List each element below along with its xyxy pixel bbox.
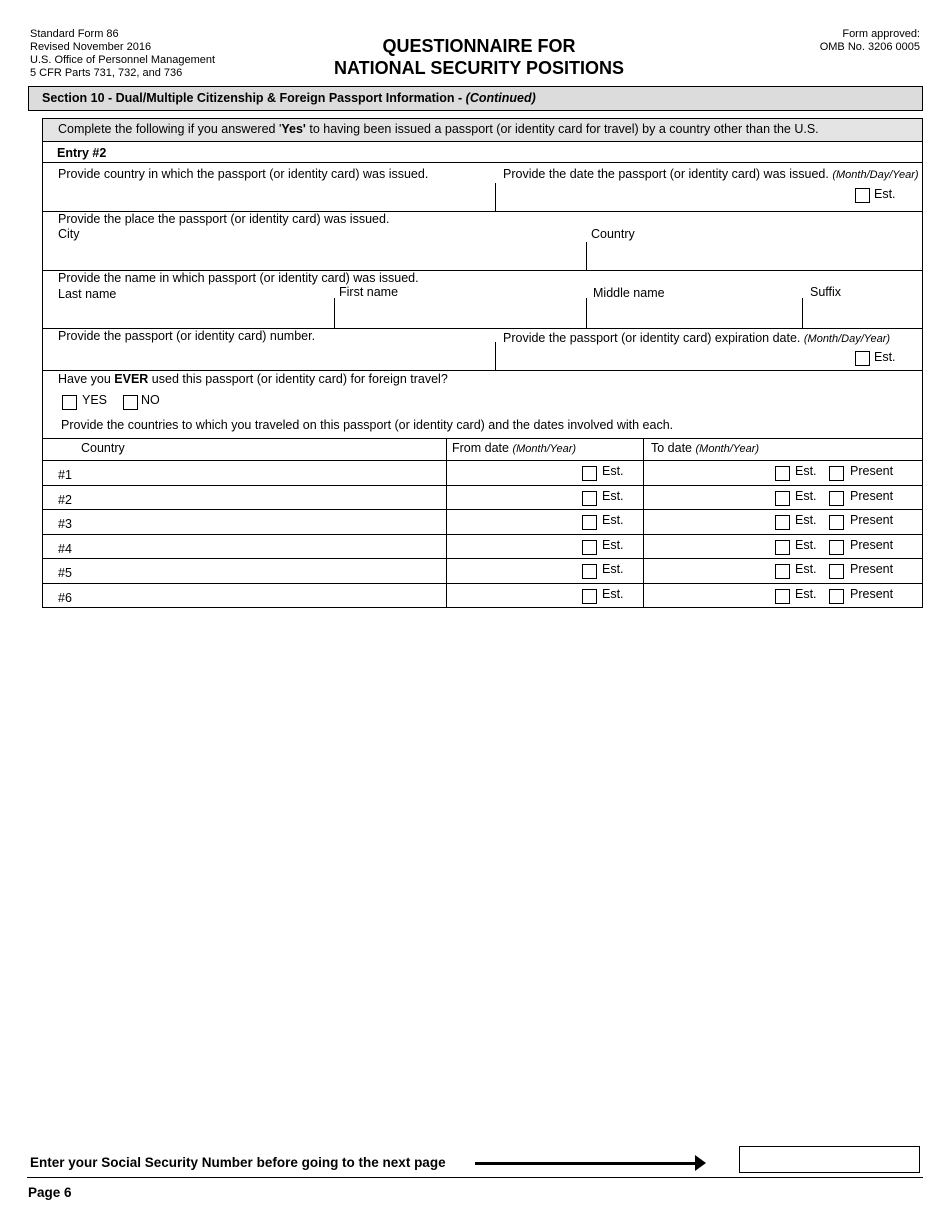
middle-name-label: Middle name xyxy=(593,286,665,300)
est-label: Est. xyxy=(795,464,817,478)
place-country-input[interactable] xyxy=(591,244,919,268)
divider xyxy=(42,162,923,163)
place-issued-label: Provide the place the passport (or identity card) was issued. xyxy=(58,212,390,226)
travel-row-label: #5 xyxy=(58,566,72,580)
travel-row-label: #3 xyxy=(58,517,72,531)
to-est-checkbox[interactable] xyxy=(775,589,790,604)
to-est-checkbox[interactable] xyxy=(775,540,790,555)
est-label: Est. xyxy=(602,538,624,552)
travel-country-input[interactable] xyxy=(80,561,440,581)
from-est-checkbox[interactable] xyxy=(582,466,597,481)
from-est-checkbox[interactable] xyxy=(582,540,597,555)
last-name-input[interactable] xyxy=(58,302,330,326)
est-label: Est. xyxy=(874,187,896,201)
col-header-from-date: From date (Month/Year) xyxy=(452,441,577,455)
est-label: Est. xyxy=(602,587,624,601)
row-divider xyxy=(42,534,923,535)
row-divider xyxy=(42,509,923,510)
travel-to-date-input[interactable] xyxy=(650,512,768,532)
travel-from-date-input[interactable] xyxy=(452,463,576,483)
present-checkbox[interactable] xyxy=(829,466,844,481)
instructions-bar: Complete the following if you answered 'Yes' to having been issued a passport (or identity card for travel) by a country other than the U.S. xyxy=(42,118,923,142)
date-issued-est-checkbox[interactable] xyxy=(855,188,870,203)
form-agency: U.S. Office of Personnel Management xyxy=(30,54,216,66)
first-name-label: First name xyxy=(339,285,399,299)
present-label: Present xyxy=(850,464,894,478)
row-divider xyxy=(42,558,923,559)
present-checkbox[interactable] xyxy=(829,540,844,555)
est-label: Est. xyxy=(795,562,817,576)
present-checkbox[interactable] xyxy=(829,515,844,530)
travel-country-input[interactable] xyxy=(80,463,440,483)
est-label: Est. xyxy=(602,562,624,576)
travel-to-date-input[interactable] xyxy=(650,561,768,581)
present-label: Present xyxy=(850,489,894,503)
name-issued-label: Provide the name in which passport (or identity card) was issued. xyxy=(58,271,419,285)
travel-row-label: #4 xyxy=(58,542,72,556)
est-label: Est. xyxy=(874,350,896,364)
passport-number-label: Provide the passport (or identity card) number. xyxy=(58,329,316,343)
country-issued-input[interactable] xyxy=(58,183,492,209)
to-est-checkbox[interactable] xyxy=(775,515,790,530)
est-label: Est. xyxy=(795,538,817,552)
date-issued-input[interactable] xyxy=(500,183,845,209)
present-label: Present xyxy=(850,513,894,527)
est-label: Est. xyxy=(795,513,817,527)
passport-number-input[interactable] xyxy=(58,345,492,369)
to-est-checkbox[interactable] xyxy=(775,491,790,506)
yes-checkbox[interactable] xyxy=(62,395,77,410)
suffix-label: Suffix xyxy=(810,285,842,299)
travel-country-input[interactable] xyxy=(80,488,440,508)
est-label: Est. xyxy=(795,587,817,601)
travel-to-date-input[interactable] xyxy=(650,488,768,508)
first-name-input[interactable] xyxy=(339,302,582,326)
travel-row-label: #6 xyxy=(58,591,72,605)
travel-row-label: #1 xyxy=(58,468,72,482)
travel-from-date-input[interactable] xyxy=(452,586,576,606)
form-revision: Revised November 2016 xyxy=(30,41,152,53)
date-issued-label: Provide the date the passport (or identity card) was issued. (Month/Day/Year) xyxy=(503,167,919,181)
country-issued-label: Provide country in which the passport (or identity card) was issued. xyxy=(58,167,429,181)
last-name-label: Last name xyxy=(58,287,117,301)
page-title: QUESTIONNAIRE FOR NATIONAL SECURITY POSITIONS xyxy=(333,36,625,78)
travel-country-input[interactable] xyxy=(80,512,440,532)
from-est-checkbox[interactable] xyxy=(582,564,597,579)
to-est-checkbox[interactable] xyxy=(775,564,790,579)
omb-approval: Form approved: OMB No. 3206 0005 xyxy=(819,28,920,53)
travel-to-date-input[interactable] xyxy=(650,463,768,483)
present-label: Present xyxy=(850,587,894,601)
col-header-to-date: To date (Month/Year) xyxy=(651,441,760,455)
expiration-est-checkbox[interactable] xyxy=(855,351,870,366)
ever-used-question: Have you EVER used this passport (or identity card) for foreign travel? xyxy=(58,372,448,386)
middle-name-input[interactable] xyxy=(591,302,799,326)
travel-to-date-input[interactable] xyxy=(650,537,768,557)
travel-instructions: Provide the countries to which you traveled on this passport (or identity card) and the dates involved with each. xyxy=(61,418,674,432)
est-label: Est. xyxy=(602,513,624,527)
ssn-input[interactable] xyxy=(739,1146,920,1173)
no-checkbox[interactable] xyxy=(123,395,138,410)
to-est-checkbox[interactable] xyxy=(775,466,790,481)
yes-label: YES xyxy=(82,393,108,407)
row-divider xyxy=(42,485,923,486)
from-est-checkbox[interactable] xyxy=(582,589,597,604)
suffix-input[interactable] xyxy=(807,302,919,326)
from-est-checkbox[interactable] xyxy=(582,491,597,506)
travel-from-date-input[interactable] xyxy=(452,488,576,508)
travel-to-date-input[interactable] xyxy=(650,586,768,606)
present-checkbox[interactable] xyxy=(829,491,844,506)
entry-label: Entry #2 xyxy=(57,146,107,160)
country-label: Country xyxy=(591,227,635,241)
footer-divider xyxy=(27,1177,923,1178)
city-input[interactable] xyxy=(58,244,582,268)
col-header-country: Country xyxy=(81,441,125,455)
form-number: Standard Form 86 xyxy=(30,28,119,40)
present-label: Present xyxy=(850,538,894,552)
row-divider xyxy=(42,583,923,584)
from-est-checkbox[interactable] xyxy=(582,515,597,530)
travel-row-label: #2 xyxy=(58,493,72,507)
expiration-date-input[interactable] xyxy=(500,345,845,369)
present-checkbox[interactable] xyxy=(829,564,844,579)
arrow-head-icon xyxy=(695,1155,706,1171)
arrow-right-icon xyxy=(475,1162,697,1165)
travel-from-date-input[interactable] xyxy=(452,537,576,557)
est-label: Est. xyxy=(795,489,817,503)
expiration-date-label: Provide the passport (or identity card) expiration date. (Month/Day/Year) xyxy=(503,331,891,345)
page-number: Page 6 xyxy=(28,1185,72,1200)
travel-from-date-input[interactable] xyxy=(452,512,576,532)
present-label: Present xyxy=(850,562,894,576)
ssn-prompt: Enter your Social Security Number before going to the next page xyxy=(30,1155,446,1170)
travel-country-input[interactable] xyxy=(80,537,440,557)
city-label: City xyxy=(58,227,80,241)
section-header: Section 10 - Dual/Multiple Citizenship & Foreign Passport Information - (Continued) xyxy=(28,86,923,111)
est-label: Est. xyxy=(602,464,624,478)
form-cfr: 5 CFR Parts 731, 732, and 736 xyxy=(30,67,183,79)
travel-country-input[interactable] xyxy=(80,586,440,606)
present-checkbox[interactable] xyxy=(829,589,844,604)
est-label: Est. xyxy=(602,489,624,503)
travel-from-date-input[interactable] xyxy=(452,561,576,581)
no-label: NO xyxy=(141,393,160,407)
